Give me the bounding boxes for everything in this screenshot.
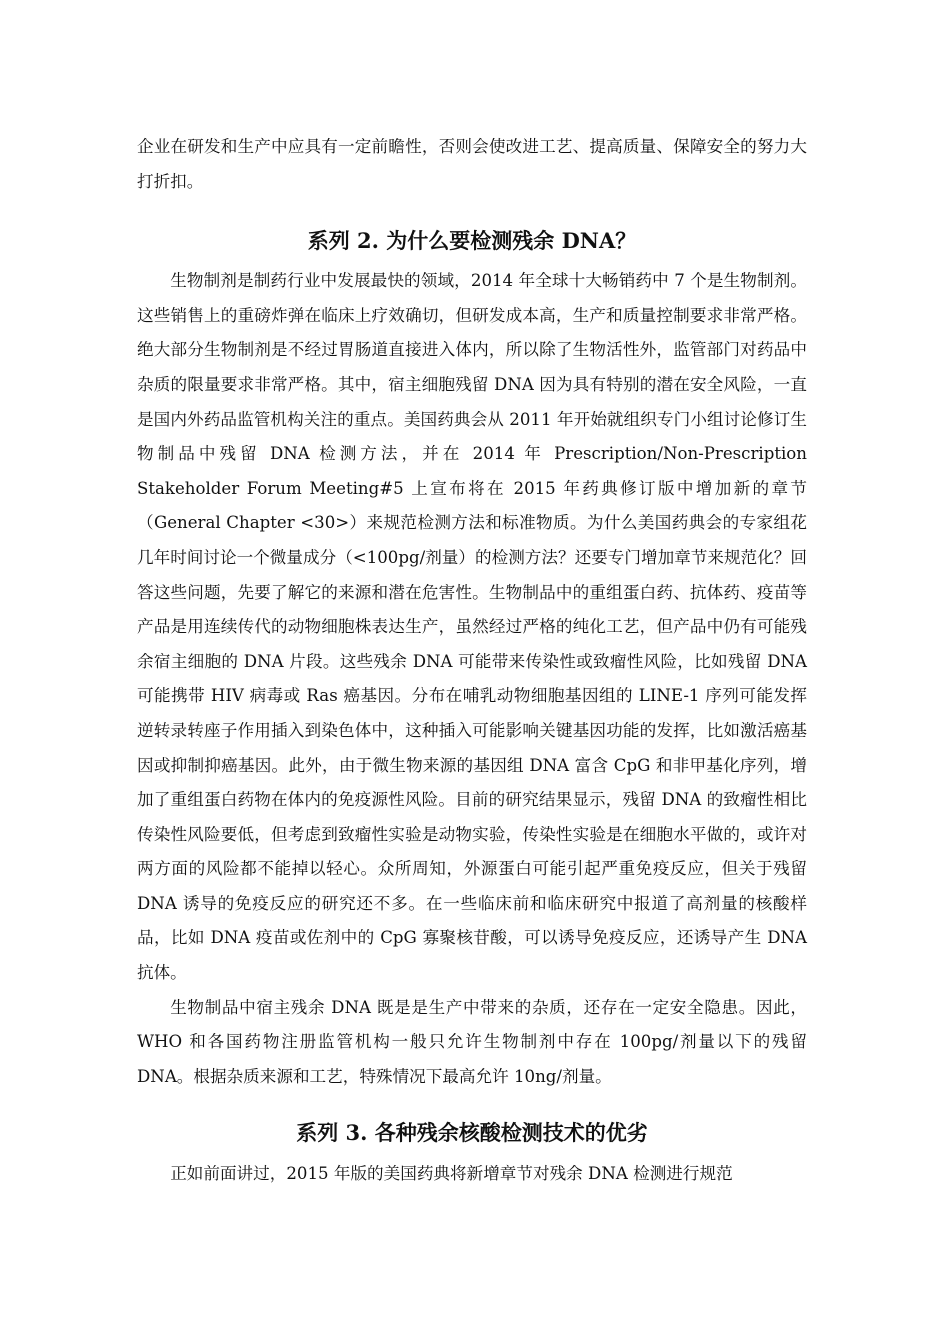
section-2-paragraph-2: 生物制品中宿主残余 DNA 既是是生产中带来的杂质，还存在一定安全隐患。因此，WHO 和各国药物注册监管机构一般只允许生物制剂中存在 100pg/剂量以下的残留 DNA。根据杂质来源和工艺，特殊情况下最高允许 10ng/剂量。 (137, 997, 807, 1086)
section-3-heading: 系列 3. 各种残余核酸检测技术的优劣 (296, 1120, 648, 1146)
document-page (137, 130, 807, 1192)
section-3-paragraph-1: 正如前面讲过，2015 年版的美国药典将新增章节对残余 DNA 检测进行规范 (170, 1164, 733, 1184)
intro-paragraph: 企业在研发和生产中应具有一定前瞻性，否则会使改进工艺、提高质量、保障安全的努力大打折扣。 (137, 137, 807, 191)
section-2-heading: 系列 2. 为什么要检测残余 DNA？ (307, 228, 637, 254)
section-2-paragraph-1: 生物制剂是制药行业中发展最快的领域，2014 年全球十大畅销药中 7 个是生物制剂。这些销售上的重磅炸弹在临床上疗效确切，但研发成本高，生产和质量控制要求非常严格。绝大部分生物制剂是不经过胃肠道直接进入体内，所以除了生物活性外，监管部门对药品中杂质的限量要求非常严格。其中，宿主细胞残留 DNA 因为具有特别的潜在安全风险，一直是国内外药品监管机构关注的重点。美国药典会从 2011 年开始就组织专门小组讨论修订生物制品中残留 DNA 检测方法，并在 2014 年 Prescription/Non-Prescription Stakeholder Forum Meeting#5 上宣布将在 2015 年药典修订版中增加新的章节（General Chapter <30>）来规范检测方法和标准物质。为什么美国药典会的专家组花几年时间讨论一个微量成分（<100pg/剂量）的检测方法？还要专门增加章节来规范化？回答这些问题，先要了解它的来源和潜在危害性。生物制品中的重组蛋白药、抗体药、疫苗等产品是用连续传代的动物细胞株表达生产，虽然经过严格的纯化工艺，但产品中仍有可能残余宿主细胞的 DNA 片段。这些残余 DNA 可能带来传染性或致瘤性风险，比如残留 DNA 可能携带 HIV 病毒或 Ras 癌基因。分布在哺乳动物细胞基因组的 LINE-1 序列可能发挥逆转录转座子作用插入到染色体中，这种插入可能影响关键基因功能的发挥，比如激活癌基因或抑制抑癌基因。此外，由于微生物来源的基因组 DNA 富含 CpG 和非甲基化序列，增加了重组蛋白药物在体内的免疫源性风险。目前的研究结果显示，残留 DNA 的致瘤性相比传染性风险要低，但考虑到致瘤性实验是动物实验，传染性实验是在细胞水平做的，或许对两方面的风险都不能掉以轻心。众所周知，外源蛋白可能引起严重免疫反应，但关于残留 DNA 诱导的免疫反应的研究还不多。在一些临床前和临床研究中报道了高剂量的核酸样品，比如 DNA 疫苗或佐剂中的 CpG 寡聚核苷酸，可以诱导免疫反应，还诱导产生 DNA 抗体。 (137, 271, 807, 983)
